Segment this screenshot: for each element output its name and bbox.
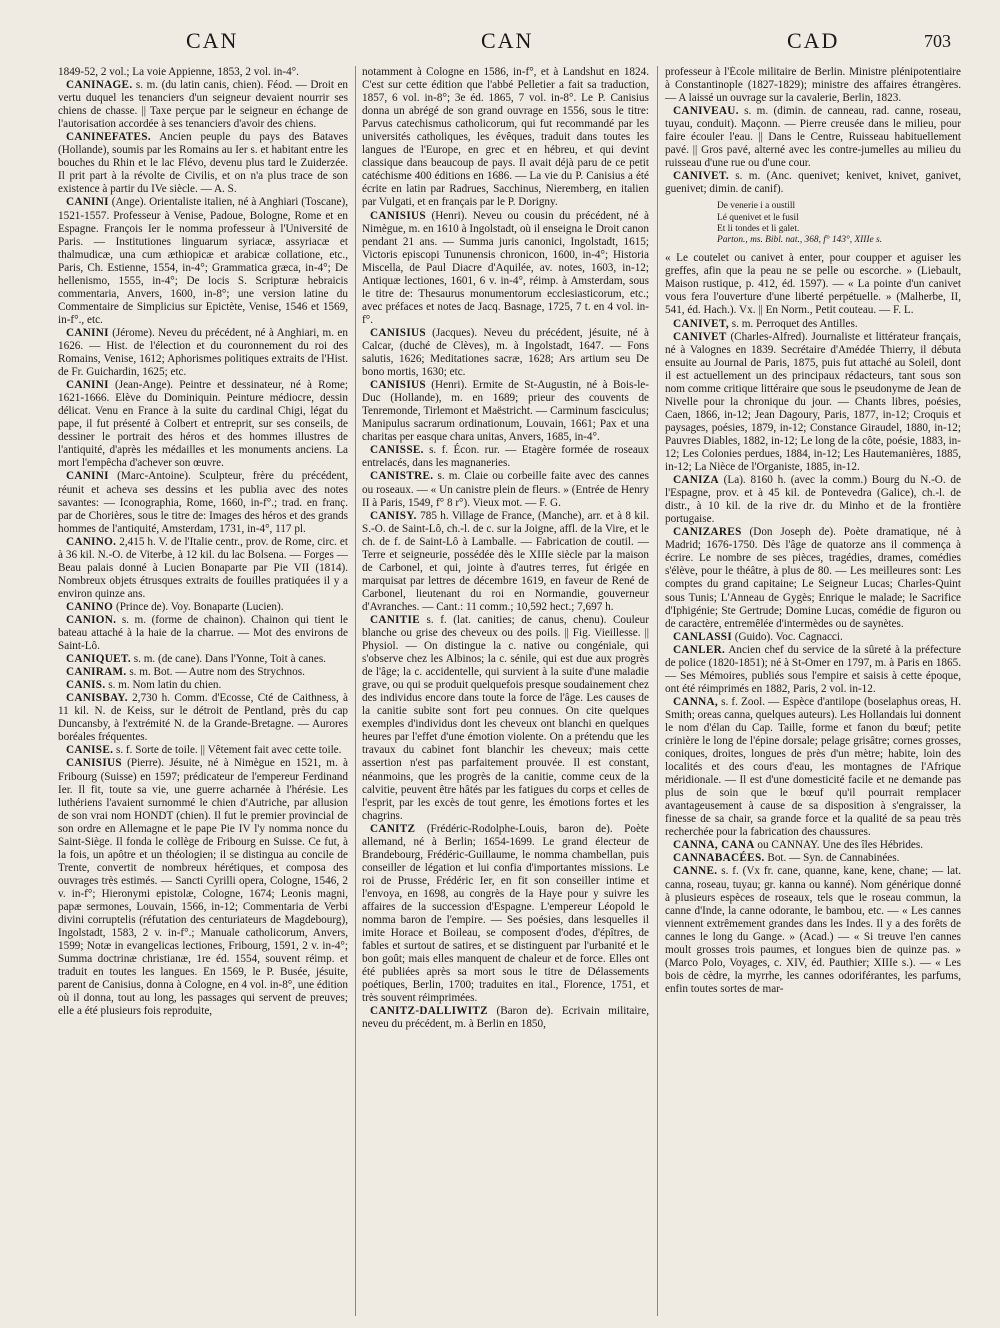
dictionary-entry bbox=[665, 331, 961, 475]
dictionary-entry bbox=[58, 131, 348, 196]
entry-headword: CANINI bbox=[66, 326, 109, 339]
dictionary-entry bbox=[665, 252, 961, 317]
entry-headword: CANISSE. bbox=[370, 444, 424, 457]
entry-headword: CANLASSI bbox=[673, 630, 732, 643]
dictionary-entry bbox=[362, 1005, 649, 1031]
entry-text: (Jacques). Neveu du précédent, jésuite, né à Calcar, (duché de Clèves), m. à Ingolstadt, 1647. — Fons salutis, 1626; Meditationes sacræ, 1628; Ars artium seu De bono mortis, 1630; etc. bbox=[362, 326, 649, 379]
entry-headword: CANINO. bbox=[66, 535, 117, 548]
entry-headword: CANIVET, bbox=[673, 317, 729, 330]
entry-headword: CANIQUET. bbox=[66, 653, 131, 666]
entry-headword: CANNA, CANA bbox=[673, 839, 755, 852]
dictionary-entry bbox=[58, 470, 348, 535]
entry-text: (Ange). Orientaliste italien, né à Anghiari (Toscane), 1521-1557. Professeur à Venise, Padoue, Bologne, Rome et en Espagne. François Ier le nomma professeur à l'Université de Paris. — Institutiones linguarum syriacæ, assyriacæ et thalmudicæ, una cum æthiopicæ et arabicæ collatione, etc., Paris, Ch. Estienne, 1554, in-4°; Grammatica græca, in-4°; De hellenismo, 1555, in-4°; De locis S. Scripturæ hebraicis commentaria, Anvers, 1600, in-8°; une version latine du Commentaire de Simplicius sur Epictète, Venise, 1546 et 1569, in-f°., etc. bbox=[58, 196, 348, 326]
dictionary-entry bbox=[362, 510, 649, 614]
entry-headword: CANISY. bbox=[370, 509, 417, 522]
entry-headword: CANISIUS bbox=[370, 209, 426, 222]
entry-headword: CANISE. bbox=[66, 744, 114, 757]
dictionary-entry bbox=[58, 744, 348, 757]
column-rule-1 bbox=[355, 66, 356, 1316]
entry-headword: CANION. bbox=[66, 613, 117, 626]
dictionary-entry bbox=[58, 79, 348, 131]
entry-text: s. m. Claie ou corbeille faite avec des cannes ou roseaux. — « Un canistre plein de fleurs. » (Entrée de Henry II à Paris, 1549, f° 8 r°). Vieux mot. — F. G. bbox=[362, 470, 649, 509]
dictionary-entry bbox=[665, 66, 961, 105]
entry-text: s. f. (Vx fr. cane, quanne, kane, kene, chane; — lat. canna, roseau, tuyau; gr. kanna ou kanné). Nom générique donné à plusieurs espèces de roseaux, tels que le roseau commun, la canne d'Inde, la canne odorante, le bambou, etc. — « Les cannes viennent extrêmement grandes dans les Indes. Il y a des forêts de cannes le long du Gange. » (Acad.) — « Si treuve l'en cannes moult grosses trois paumes, et longues bien de quinze pas. » (Marco Polo, Voyages, c. XIV, éd. Pauthier; XIIIe s.). — « Les bois de cèdre, la myrrhe, les cannes odoriférantes, les parfums, enfin toutes sortes de mar- bbox=[665, 865, 961, 995]
dictionary-entry bbox=[58, 653, 348, 666]
column-rule-2 bbox=[657, 66, 658, 1316]
dictionary-entry bbox=[665, 105, 961, 170]
entry-text: s. m. Perroquet des Antilles. bbox=[728, 317, 858, 330]
entry-text: notamment à Cologne en 1586, in-f°, et à Landshut en 1824. C'est sur cette édition que l'abbé Pelletier a fait sa traduction, 1857, 6 vol. in-8°; 3e éd. 1865, 7 vol. in-8°. Le P. Canisius donna un abrégé de son grand ouvrage en 1556, sous le titre: Parvus catechismus catholicorum, qui fut recommandé par les universités catholiques, les évêques, traduit dans toutes les langues de l'Europe, en grec et en hébreu, et qui devint classique dans beaucoup de pays. Il avait déjà paru de ce petit catéchisme 400 éditions en 1686. — La vie du P. Canisius a été écrite en latin par Radrues, Sacchinus, Nieremberg, en italien par Vulgati, et en français par le P. Dorigny. bbox=[362, 66, 649, 209]
entry-text: (Don Joseph de). Poète dramatique, né à Madrid; 1676-1750. Dès l'âge de quatorze ans il commença à écrire. Le nombre de ses pièces, tragédies, drames, comédies s'élève, pour le théâtre, à plus de 80. — Les meilleures sont: Les comptes du grand capitaine; Le Seigneur Lucas; Charles-Quint sous Tunis; L'Anneau de Gygès; Enrique le malade; le Sacrifice d'Iphigénie; Ste Gertrude; Domine Lucas, comédie de figuron ou de caractère, entremêlée d'intermèdes ou de saynètes. bbox=[665, 526, 961, 630]
entry-headword: CANINO bbox=[66, 600, 114, 613]
entry-headword: CANNA, bbox=[673, 695, 718, 708]
entry-text: (La). 8160 h. (avec la comm.) Bourg du N.-O. de l'Espagne, prov. et à 45 kil. de Pontevedra (Galice), ch.-l. de distr., à 10 kil. de la rive dr. du Minho et de la frontière portugaise. bbox=[665, 474, 961, 526]
header-left: CAN bbox=[186, 28, 239, 53]
dictionary-entry bbox=[665, 631, 961, 644]
entry-headword: CANISIUS bbox=[370, 379, 426, 392]
entry-text: s. f. Écon. rur. — Etagère formée de roseaux entrelacés, dans les magnaneries. bbox=[362, 444, 649, 470]
dictionary-entry bbox=[665, 865, 961, 995]
dictionary-entry bbox=[665, 474, 961, 526]
entry-text: ou CANNAY. Une des îles Hébrides. bbox=[754, 839, 924, 852]
entry-text: s. m. (forme de chainon). Chainon qui tient le bateau attaché à la haie de la charrue. — Mot des environs de Saint-Lô. bbox=[58, 613, 348, 653]
dictionary-entry bbox=[58, 692, 348, 744]
entry-text: (Guido). Voc. Cagnacci. bbox=[731, 630, 843, 643]
dictionary-entry bbox=[58, 536, 348, 601]
dictionary-entry bbox=[665, 696, 961, 840]
dictionary-entry bbox=[58, 666, 348, 679]
entry-text: s. m. (de cane). Dans l'Yonne, Toit à canes. bbox=[130, 653, 326, 666]
entry-headword: CANIVEAU. bbox=[673, 105, 739, 118]
dictionary-entry bbox=[362, 444, 649, 470]
dictionary-entry bbox=[665, 170, 961, 196]
entry-text: 2,415 h. V. de l'Italie centr., prov. de Rome, circ. et à 36 kil. N.-O. de Viterbe, à 12 kil. du lac Bolsena. — Forges — Beau palais donné à Lucien Bonaparte par Pie VII (1814). Nombreux objets étrusques extraits de fouilles pratiquées il y a environ quinze ans. bbox=[58, 535, 348, 600]
entry-text: (Baron de). Ecrivain militaire, neveu du précédent, m. à Berlin en 1850, bbox=[362, 1005, 649, 1031]
entries-col2 bbox=[362, 66, 649, 1031]
entry-headword: CANISTRE. bbox=[370, 470, 434, 483]
column-2 bbox=[362, 66, 649, 1318]
entry-text: s. f. Sorte de toile. || Vêtement fait avec cette toile. bbox=[113, 744, 342, 757]
entry-headword: CANIVET bbox=[673, 330, 727, 343]
entries-col1 bbox=[58, 66, 348, 1018]
entry-headword: CANISIUS bbox=[370, 326, 426, 339]
dictionary-entry bbox=[362, 470, 649, 509]
entry-headword: CANINI bbox=[66, 470, 109, 483]
dictionary-entry bbox=[665, 852, 961, 865]
dictionary-entry bbox=[362, 379, 649, 444]
dictionary-entry bbox=[58, 327, 348, 379]
dictionary-entry bbox=[665, 318, 961, 331]
dictionary-entry bbox=[58, 379, 348, 470]
entry-headword: CANINI bbox=[66, 196, 109, 209]
entry-text: (Prince de). Voy. Bonaparte (Lucien). bbox=[113, 600, 284, 613]
verse-source: Parton., ms. Bibl. nat., 368, f° 143°, XIIIe s. bbox=[717, 235, 883, 246]
entries-col3a bbox=[665, 66, 961, 196]
verse-quotation bbox=[717, 201, 961, 246]
entry-headword: CANISIUS bbox=[66, 757, 122, 770]
dictionary-entry bbox=[58, 757, 348, 1018]
entry-text: s. m. (dimin. de canneau, rad. canne, roseau, tuyau, conduit). Maçonn. — Pierre creusée dans le milieu, pour faire écouler l'eau. || Dans le Centre, Ruisseau habituellement pavé. || Gros pavé, alterné avec les contre-jumelles au milieu du ruisseau d'une rue ou d'une cour. bbox=[665, 105, 961, 170]
dictionary-entry bbox=[362, 210, 649, 327]
dictionary-entry bbox=[58, 679, 348, 692]
entry-text: (Pierre). Jésuite, né à Nimègue en 1521, m. à Fribourg (Suisse) en 1597; prédicateur de l'empereur Ferdinand Ier. Il fit, toute sa vie, une guerre acharnée à l'hérésie. Les luthériens l'avaient surnommé le chien d'Autriche, par allusion de son vrai nom HONDT (chien). Il fut le premier provincial de son ordre en Allemagne et le pape Pie IV l'y nomma nonce du Saint-Siège. Il fonda le collège de Fribourg en Suisse. Ce fut, à la fois, un apôtre et un théologien; il se distingua au concile de Trente, convertit de nombreux hérétiques, et composa des ouvrages très estimés. — Sancti Cyrilli opera, Cologne, 1546, 2 v. in-f°; Hieronymi epistolæ, Cologne, 1674; Leonis magni, papæ sermones, Louvain, 1566, in-12; Commentaria de Verbi divini corruptelis (réfutation des centuriateurs de Magdebourg), Ingolstadt, 1583, 2 v. in-f°.; Manuale catholicorum, Anvers, 1599; Notæ in evangelicas lectiones, Fribourg, 1591, 2 v. in-4°; Summa doctrinæ christianæ, 1re éd. 1554, souvent réimp. et traduit en toutes les langues. En 1569, le P. Busée, jésuite, parent de Canisius, donna à Cologne, en 4 vol. in-8°, une édition où il donna, tout au long, les passages qui servent de preuves; elle a été plusieurs fois reproduite, bbox=[58, 757, 348, 1018]
entry-text: (Charles-Alfred). Journaliste et littérateur français, né à Valognes en 1839. Secrétaire d'Amédée Thierry, il débuta ensuite au Journal de Paris, 1875, puis fut attaché au Soleil, dont il est actuellement un des principaux rédacteurs, tant sous son nom comme critique littéraire que sous le pseudonyme de Jean de Nivelle pour la chronique du jour. — Chants libres, poésies, Caen, 1866, in-12; Jean Dagoury, Paris, 1877, in-12; Croquis et paysages, poésies, 1879, in-12; Constance Giraudel, 1880, in-12; Pauvres Diables, 1882, in-12; Le long de la côte, poésie, 1883, in-12; Les Colonies perdues, 1884, in-12; Les Hautemanières, 1885, in-12; La Nièce de l'Organiste, 1885, in-12. bbox=[665, 330, 961, 474]
dictionary-entry bbox=[58, 614, 348, 653]
entry-headword: CANNE. bbox=[673, 865, 718, 878]
dictionary-entry bbox=[665, 839, 961, 852]
column-1 bbox=[58, 66, 348, 1318]
entry-headword: CANIZA bbox=[673, 474, 719, 487]
entry-headword: CANINEFATES. bbox=[66, 131, 151, 144]
entry-text: (Frédéric-Rodolphe-Louis, baron de). Poète allemand, né à Berlin; 1654-1699. Le grand électeur de Brandebourg, Frédéric-Guillaume, le nomma chambellan, puis conseiller de légation et lui confia d'importantes missions. Le roi de Prusse, Frédéric Ier, en fit son conseiller intime et l'envoya, en 1698, au congrès de la Haye pour y suivre les affaires de la succession d'Espagne. L'empereur Léopold le nomma baron de l'empire. — Ses poésies, dans lesquelles il imite Horace et Boileau, se composent d'odes, d'épîtres, de fables et surtout de satires, et se distinguent par l'urbanité et le bon goût; mais elles manquent de chaleur et de force. Elles ont été publiées après sa mort sous le titre de Délassements poétiques, Berlin, 1700; traduites en ital., Florence, 1751, et très souvent réimprimées. bbox=[362, 822, 649, 1005]
dictionary-entry bbox=[58, 66, 348, 79]
entry-text: s. m. Bot. — Autre nom des Strychnos. bbox=[126, 666, 305, 679]
entry-text: s. f. (lat. canities; de canus, chenu). Couleur blanche ou grise des cheveux ou des poils. || Fig. Vieillesse. || Physiol. — On distingue la c. native ou congéniale, qui s'observe chez les Albinos; la c. sénile, qui est due aux progrès de l'âge; la c. accidentelle, qui survient à la suite d'une maladie grave, ou qui se produit quelquefois presque soudainement chez des individus encore dans toute la force de l'âge. Les causes de la canitie subite sont fort peu connues. On cite quelques exemples d'individus dont les cheveux ont blanchi en quelques heures par l'effet d'une émotion violente. On a prétendu que les travaux du cabinet font blanchir les cheveux; mais cette assertion n'est pas parfaitement prouvée. Il est constant, néanmoins, que les progrès de la canitie, comme ceux de la calvitie, peuvent être hâtés par les fatigues du corps et celles de l'esprit, par les excès de tout genre, les émotions fortes et les chagrins. bbox=[362, 613, 649, 822]
header-center: CAN bbox=[481, 28, 534, 53]
dictionary-entry bbox=[58, 196, 348, 326]
dictionary-entry bbox=[58, 601, 348, 614]
entry-text: 2,730 h. Comm. d'Ecosse, Cté de Caithness, à 11 kil. N. de Keiss, sur le détroit de Pentland, près du cap Duncansby, à l'extrémité N. de la Grande-Bretagne. — Aurores boréales fréquentes. bbox=[58, 692, 348, 744]
entry-headword: CANNABACÉES. bbox=[673, 852, 765, 865]
entry-text: 1849-52, 2 vol.; La voie Appienne, 1853, 2 vol. in-4°. bbox=[58, 66, 299, 78]
header-right: CAD bbox=[787, 28, 840, 53]
page-number: 703 bbox=[924, 31, 951, 51]
entry-headword: CANITIE bbox=[370, 613, 420, 626]
dictionary-entry bbox=[665, 526, 961, 630]
entry-text: (Henri). Neveu ou cousin du précédent, né à Nimègue, m. en 1610 à Ingolstadt, où il enseigna le Droit canon pendant 21 ans. — Summa juris canonici, Ingolstadt, 1615; Victoris episcopi Tununensis chronicon, 1600, in-4°; Historia Miscella, de Paul Diacre d'Aquilée, av. notes, 1603, in-12; Antiquæ lectiones, 1601, 6 v. in-4°, réimp. à Amsterdam, sous le titre de: Thesaurus monumentorum ecclesiasticorum, etc.; avec préfaces et notes de Jacq. Basnage, 1725, 7 t. en 4 vol. in-f°. bbox=[362, 209, 649, 326]
entry-text: (Jean-Ange). Peintre et dessinateur, né à Rome; 1621-1666. Elève du Dominiquin. Peinture médiocre, dessin délicat. Venu en France à la suite du cardinal Chigi, légat du pape, il fut présenté à Colbert et entreprit, sur ses conseils, de dessiner le portrait des héros et des hommes illustres de l'antiquité, d'après les médailles et les monuments anciens. La mort l'empêcha d'achever son œuvre. bbox=[58, 379, 348, 470]
entry-text: professeur à l'École militaire de Berlin. Ministre plénipotentiaire à Constantinople (1827-1829); ministre des affaires étrangères. — A laissé un ouvrage sur la cavalerie, Berlin, 1823. bbox=[665, 66, 961, 105]
dictionary-entry bbox=[362, 823, 649, 1006]
entry-text: s. m. (du latin canis, chien). Féod. — Droit en vertu duquel les tenanciers d'un seigneur devaient nourrir ses chiens de chasse. || Taxe perçue par le seigneur en échange de l'autorisation accordée à ses tenanciers d'avoir des chiens. bbox=[58, 79, 348, 131]
entry-headword: CANITZ bbox=[370, 822, 416, 835]
column-3 bbox=[665, 66, 961, 1318]
entry-headword: CANIZARES bbox=[673, 526, 742, 539]
entry-text: (Marc-Antoine). Sculpteur, frère du précédent, réunit et acheva ses dessins et les publia avec des notes savantes: — Iconographia, Rome, 1660, in-f°.; trad. en franç. par de Chorières, sous le titre de: Images des héros et des grands hommes de l'antiquité, Amsterdam, 1731, in-4°, 117 pl. bbox=[58, 470, 348, 535]
entry-text: s. f. Zool. — Espèce d'antilope (boselaphus oreas, H. Smith; oreas canna, quelques auteurs). Les Hollandais lui donnent le nom d'élan du Cap. Taille, forme et fanon du bœuf; petite crinière le long de l'épine dorsale; pelage grisâtre; cornes grosses, coniques, droites, longues de près d'un mètre; habite, loin des localités et des cours d'eau, les montagnes de l'Afrique méridionale. — Il est d'une domesticité facile et ne demande pas plus de soin que le bœuf qu'il pourrait remplacer avantageusement à cause de sa disposition à s'engraisser, la finesse de sa chair, sa grande force et la qualité de sa peau très recherchée pour la fabrication des chaussures. bbox=[665, 695, 961, 839]
entry-text: s. m. Nom latin du chien. bbox=[105, 679, 222, 692]
entry-headword: CANINAGE. bbox=[66, 79, 133, 92]
running-header bbox=[0, 28, 1000, 58]
entry-text: Ancien peuple du pays des Bataves (Hollande), soumis par les Romains au Ier s. et habitant entre les bouches du Rhin et le lac Flévo, devenu plus tard le Zuiderzée. Il prit part à la révolte de Civilis, et on n'a plus trace de son existence à partir du IVe siècle. — A. S. bbox=[58, 131, 348, 196]
entry-headword: CANITZ-DALLIWITZ bbox=[370, 1005, 488, 1018]
entry-headword: CANISBAY. bbox=[66, 692, 128, 705]
verse-line-2: Lé quenivet et le fusil bbox=[717, 212, 799, 223]
entry-text: 785 h. Village de France, (Manche), arr. et à 8 kil. S.-O. de Saint-Lô, ch.-l. de c. sur la Joigne, affl. de la Vire, et le ch. de f. de Saint-Lô à Lamballe. — Fabrication de coutil. — Terre et seigneurie, possédée dès le XIIIe siècle par la maison de Carbonel, et qui, jointe à d'autres terres, fut érigée en marquisat par lettres de décembre 1619, en faveur de René de Carbonel, lieutenant du roi en Normandie, gouverneur d'Avranches. — Cant.: 11 comm.; 10,592 hect.; 7,697 h. bbox=[362, 509, 649, 613]
entry-text: (Henri). Ermite de St-Augustin, né à Bois-le-Duc (Hollande), m. en 1689; prieur des couvents de Tenremonde, Tirlemont et Maëstricht. — Carminum fasciculus; Manipulus sacrarum ordinationum, Louvain, 1661; Pax et una charitas per easque chara unitas, Anvers, 1685, in-4°. bbox=[362, 379, 649, 444]
entry-headword: CANIVET. bbox=[673, 170, 729, 183]
entry-headword: CANIS. bbox=[66, 679, 106, 692]
verse-line-3: Et li tondes et li galet. bbox=[717, 223, 800, 234]
dictionary-entry bbox=[362, 327, 649, 379]
dictionary-entry bbox=[362, 614, 649, 823]
entry-text: « Le coutelet ou canivet à enter, pour coupper et aguiser les greffes, afin que la peau ne se pelle ou escorche. » (Liebault, Maison rustique, p. 412, éd. 1597). — « La pointe d'un canivet vous fera l'ouverture d'une liberté perpétuelle. » (Malherbe, II, 541, éd. Hach.). Vx. || En Norm., Petit couteau. — F. L. bbox=[665, 252, 961, 317]
entry-headword: CANINI bbox=[66, 379, 109, 392]
verse-line-1: De venerie i a oustill bbox=[717, 201, 796, 212]
dictionary-entry bbox=[362, 66, 649, 210]
entry-text: Bot. — Syn. de Cannabinées. bbox=[764, 852, 900, 865]
entry-text: (Jérome). Neveu du précédent, né à Anghiari, m. en 1626. — Hist. de l'élection et du couronnement du roi des Romains, Venise, 1612; Aphorismes politiques extraits de l'Hist. de Fr. Guichardin, 1625; etc. bbox=[58, 326, 348, 379]
entry-headword: CANIRAM. bbox=[66, 666, 127, 679]
entry-text: s. m. (Anc. quenivet; kenivet, knivet, ganivet, guenivet; dimin. de canif). bbox=[665, 170, 961, 196]
entries-col3b bbox=[665, 252, 961, 996]
entry-text: Ancien chef du service de la sûreté à la préfecture de police (1820-1851); né à St-Omer en 1797, m. à Paris en 1865. — Ses Mémoires, publiés sous l'empire et saisis à cette époque, ont été réimprimés en 1882, Paris, 2 vol. in-12. bbox=[665, 643, 961, 695]
entry-headword: CANLER. bbox=[673, 643, 726, 656]
dictionary-entry bbox=[665, 644, 961, 696]
